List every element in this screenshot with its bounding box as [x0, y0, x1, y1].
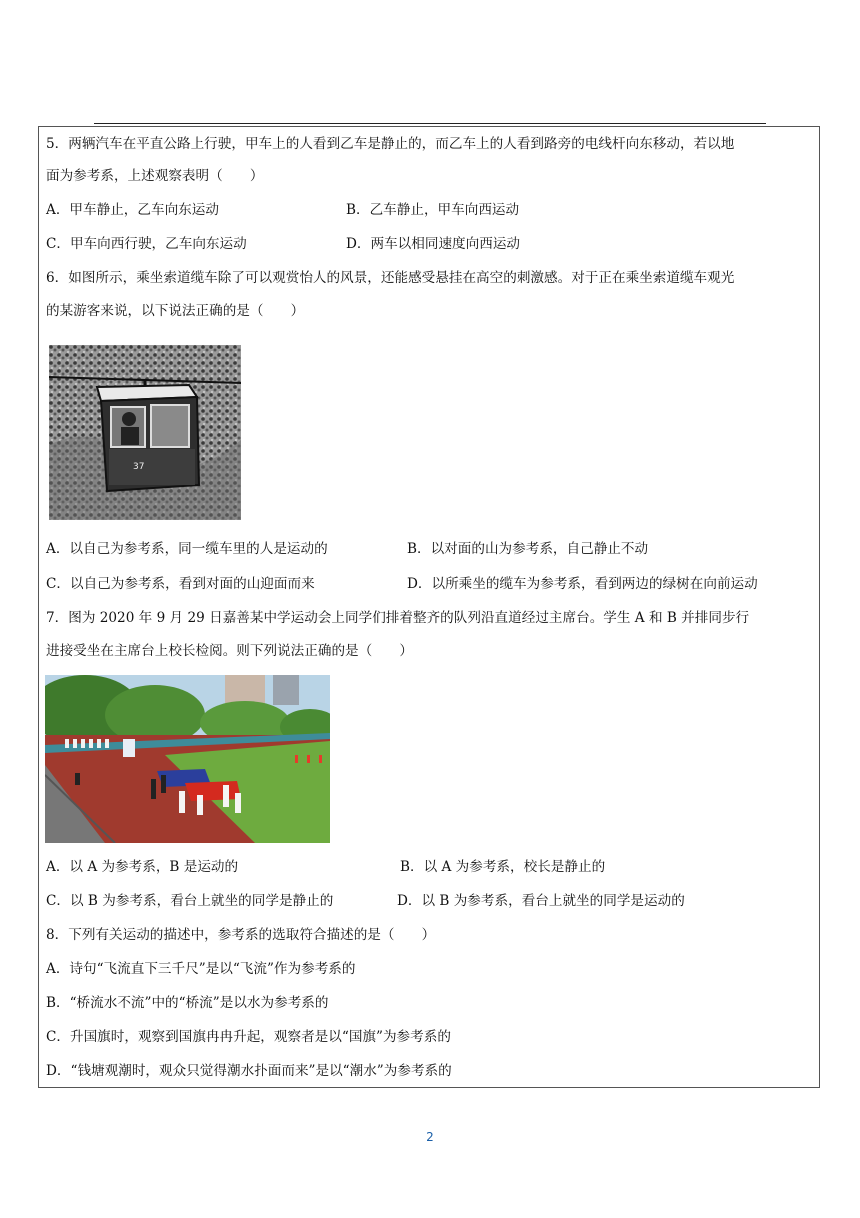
q7-stem-line1: 7．图为 2020 年 9 月 29 日嘉善某中学运动会上同学们排着整齐的队列沿直道经过主席台。学生 A 和 B 并排同步行 [46, 610, 750, 626]
q7-option-d: D．以 B 为参考系，看台上就坐的同学是运动的 [397, 893, 685, 909]
q7-option-a: A．以 A 为参考系，B 是运动的 [46, 859, 239, 875]
q5-option-b: B．乙车静止，甲车向西运动 [346, 202, 520, 218]
q6-stem-line2: 的某游客来说，以下说法正确的是（ ） [46, 303, 305, 319]
cabin-number: 37 [133, 462, 145, 472]
header-rule [94, 123, 766, 124]
cable-car-photo [49, 345, 241, 520]
sports-parade-photo [45, 675, 330, 843]
q7-option-b: B．以 A 为参考系，校长是静止的 [400, 859, 606, 875]
q6-option-a: A．以自己为参考系，同一缆车里的人是运动的 [46, 541, 328, 557]
q5-option-c: C．甲车向西行驶，乙车向东运动 [46, 236, 247, 252]
q8-option-a: A．诗句“飞流直下三千尺”是以“飞流”作为参考系的 [46, 961, 356, 977]
q6-option-b: B．以对面的山为参考系，自己静止不动 [407, 541, 649, 557]
q6-stem-line1: 6．如图所示，乘坐索道缆车除了可以观赏怡人的风景，还能感受悬挂在高空的刺激感。对于正在乘坐索道缆车观光 [46, 270, 735, 286]
q5-stem-line2: 面为参考系，上述观察表明（ ） [46, 168, 264, 184]
q5-option-a: A．甲车静止，乙车向东运动 [46, 202, 219, 218]
page-number: 2 [426, 1130, 434, 1144]
q8-option-b: B．“桥流水不流”中的“桥流”是以水为参考系的 [46, 995, 329, 1011]
q6-option-c: C．以自己为参考系，看到对面的山迎面而来 [46, 576, 315, 592]
q5-option-d: D．两车以相同速度向西运动 [346, 236, 521, 252]
q5-stem-line1: 5．两辆汽车在平直公路上行驶，甲车上的人看到乙车是静止的，而乙车上的人看到路旁的电线杆向东移动，若以地 [46, 136, 735, 152]
q7-stem-line2: 进接受坐在主席台上校长检阅。则下列说法正确的是（ ） [46, 643, 414, 659]
q8-option-d: D．“钱塘观潮时，观众只觉得潮水扑面而来”是以“潮水”为参考系的 [46, 1063, 452, 1079]
q8-stem: 8．下列有关运动的描述中，参考系的选取符合描述的是（ ） [46, 927, 436, 943]
q8-option-c: C．升国旗时，观察到国旗冉冉升起，观察者是以“国旗”为参考系的 [46, 1029, 451, 1045]
q7-option-c: C．以 B 为参考系，看台上就坐的同学是静止的 [46, 893, 334, 909]
q6-option-d: D．以所乘坐的缆车为参考系，看到两边的绿树在向前运动 [407, 576, 758, 592]
